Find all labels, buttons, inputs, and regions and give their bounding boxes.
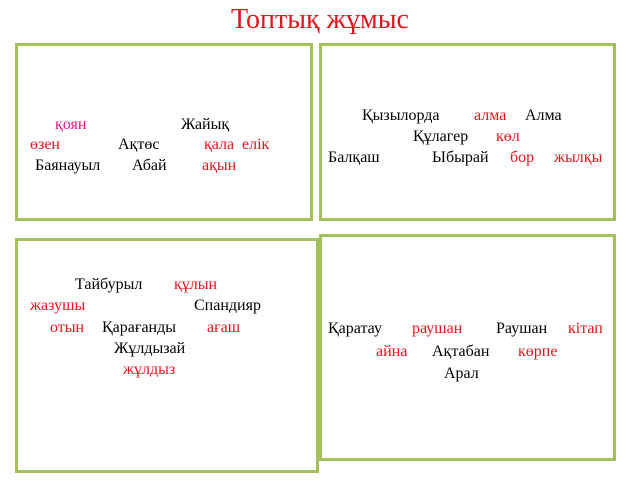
word: Алма xyxy=(525,107,562,124)
word: өзен xyxy=(30,136,60,153)
word: Ақтөс xyxy=(118,136,160,153)
word-box-bottom-left xyxy=(15,238,319,473)
word-box-bottom-right xyxy=(319,234,616,461)
word: Раушан xyxy=(496,320,548,337)
word: Баянауыл xyxy=(35,157,101,174)
word: Жайық xyxy=(181,116,230,133)
word: айна xyxy=(376,343,408,360)
word: Ақтабан xyxy=(432,343,490,360)
word: кітап xyxy=(568,320,603,337)
word: Құлагер xyxy=(413,128,469,145)
word: Спандияр xyxy=(194,297,261,314)
word: алма xyxy=(474,107,507,124)
word: Балқаш xyxy=(328,149,380,166)
word: отын xyxy=(50,319,85,336)
word: Жұлдызай xyxy=(114,340,186,357)
word: Қызылорда xyxy=(362,107,440,124)
word: елік xyxy=(242,136,270,153)
word: Арал xyxy=(444,365,479,382)
word: жылқы xyxy=(554,149,603,166)
word: жұлдыз xyxy=(123,361,176,378)
word: көрпе xyxy=(518,343,558,360)
word: Абай xyxy=(132,157,167,174)
word: Қаратау xyxy=(328,320,382,337)
word: Ыбырай xyxy=(432,149,489,166)
page-title: Топтық жұмыс xyxy=(231,4,409,35)
word: құлын xyxy=(174,276,218,293)
word: жазушы xyxy=(30,297,86,314)
word: ағаш xyxy=(207,319,241,336)
word: қала xyxy=(204,136,235,153)
word: Қарағанды xyxy=(102,319,176,336)
word: қоян xyxy=(55,116,87,133)
word-box-top-right xyxy=(319,43,616,221)
word: Тайбурыл xyxy=(75,276,143,293)
word: бор xyxy=(510,149,535,166)
word: көл xyxy=(496,128,520,145)
word: раушан xyxy=(412,320,463,337)
word-box-top-left xyxy=(15,43,313,221)
word: ақын xyxy=(202,157,237,174)
